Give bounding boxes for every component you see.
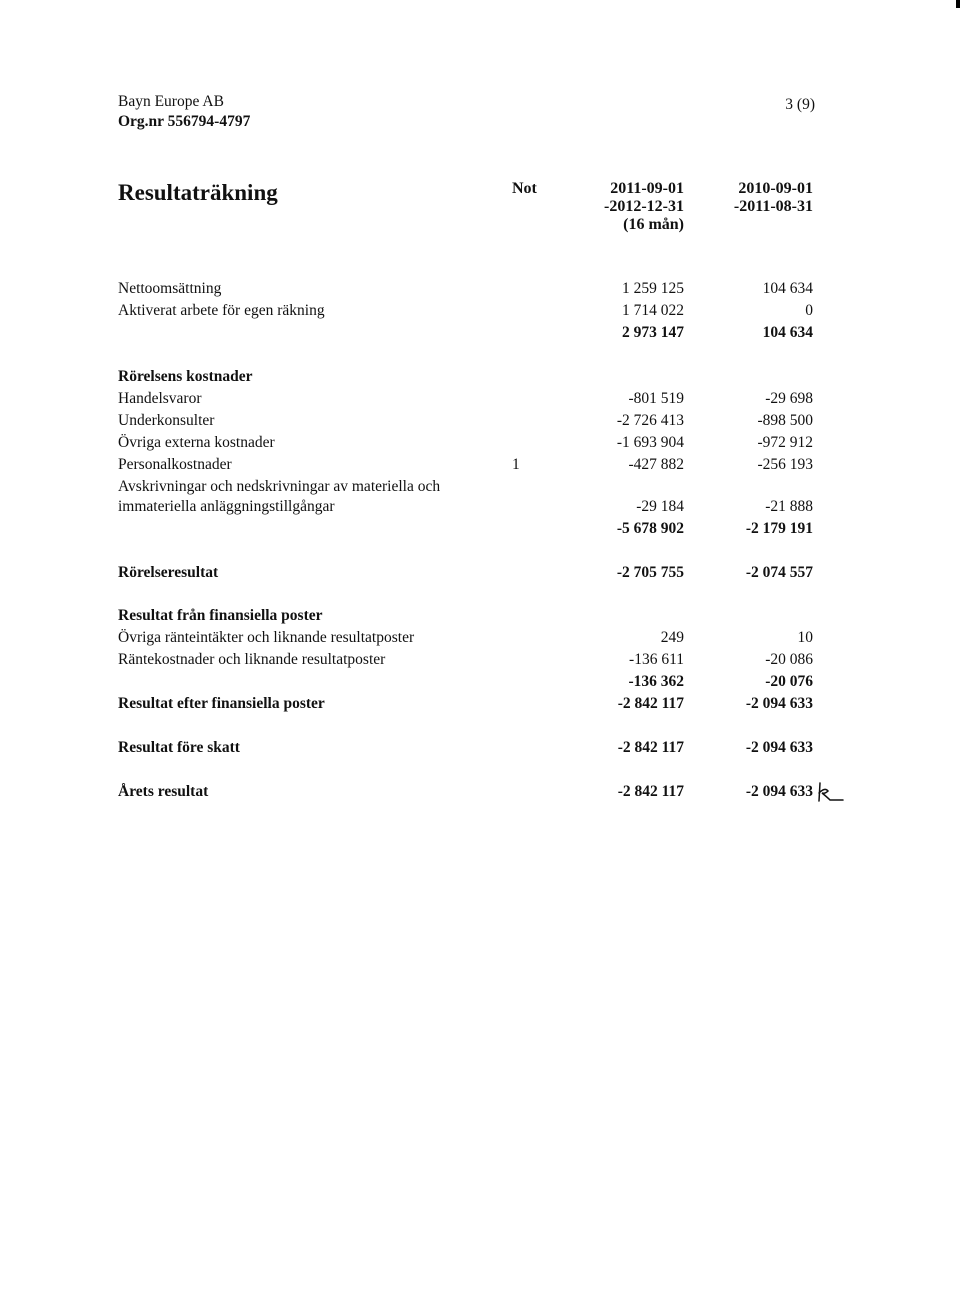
note-ref-personalkostnader: 1 bbox=[512, 456, 520, 473]
value-prev-aktiverat: 0 bbox=[805, 302, 813, 319]
value-prev-arets-resultat: -2 094 633 bbox=[745, 783, 813, 800]
handwritten-initials-mark bbox=[817, 781, 845, 803]
value-cur-underkonsulter: -2 726 413 bbox=[616, 412, 684, 429]
page-number: 3 (9) bbox=[785, 96, 815, 113]
row-label-avskrivningar-line1: Avskrivningar och nedskrivningar av materiella och bbox=[118, 478, 441, 495]
value-cur-rorelseresultat: -2 705 755 bbox=[616, 564, 684, 581]
subtotal-prev-finansiella: -20 076 bbox=[765, 673, 813, 690]
subtotal-cur-finansiella: -136 362 bbox=[628, 673, 684, 690]
value-prev-efter-finansiella: -2 094 633 bbox=[745, 695, 813, 712]
value-cur-ranteintakter: 249 bbox=[660, 629, 684, 646]
row-label-handelsvaror: Handelsvaror bbox=[118, 390, 202, 407]
subtotal-prev-kostnader: -2 179 191 bbox=[745, 520, 813, 537]
value-prev-underkonsulter: -898 500 bbox=[757, 412, 813, 429]
subtotal-prev-intakter: 104 634 bbox=[762, 324, 813, 341]
value-cur-aktiverat: 1 714 022 bbox=[622, 302, 684, 319]
value-cur-avskrivningar: -29 184 bbox=[636, 498, 684, 515]
value-cur-handelsvaror: -801 519 bbox=[628, 390, 684, 407]
section-heading-finansiella: Resultat från finansiella poster bbox=[118, 607, 323, 624]
page-title: Resultaträkning bbox=[118, 180, 278, 205]
value-cur-efter-finansiella: -2 842 117 bbox=[617, 695, 684, 712]
value-prev-ranteintakter: 10 bbox=[797, 629, 813, 646]
value-cur-personalkostnader: -427 882 bbox=[628, 456, 684, 473]
col-current-period: 2011-09-01 -2012-12-31 (16 mån) bbox=[604, 180, 684, 233]
row-label-avskrivningar-line2: immateriella anläggningstillgångar bbox=[118, 498, 335, 515]
value-cur-fore-skatt: -2 842 117 bbox=[617, 739, 684, 756]
value-cur-ovriga-externa: -1 693 904 bbox=[616, 434, 684, 451]
row-label-efter-finansiella: Resultat efter finansiella poster bbox=[118, 695, 325, 712]
row-label-arets-resultat: Årets resultat bbox=[118, 783, 209, 800]
scan-corner-mark bbox=[956, 0, 960, 8]
row-label-personalkostnader: Personalkostnader bbox=[118, 456, 232, 473]
value-cur-arets-resultat: -2 842 117 bbox=[617, 783, 684, 800]
row-label-ranteintakter: Övriga ränteintäkter och liknande resultatposter bbox=[118, 629, 415, 646]
row-label-nettoomsattning: Nettoomsättning bbox=[118, 280, 222, 297]
value-prev-handelsvaror: -29 698 bbox=[765, 390, 813, 407]
org-number: Org.nr 556794-4797 bbox=[118, 113, 251, 130]
row-label-rantekostnader: Räntekostnader och liknande resultatposter bbox=[118, 651, 386, 668]
value-prev-personalkostnader: -256 193 bbox=[757, 456, 813, 473]
row-label-rorelseresultat: Rörelseresultat bbox=[118, 564, 219, 581]
value-prev-ovriga-externa: -972 912 bbox=[757, 434, 813, 451]
subtotal-cur-kostnader: -5 678 902 bbox=[616, 520, 684, 537]
col-previous-period: 2010-09-01 -2011-08-31 bbox=[733, 180, 813, 215]
value-prev-fore-skatt: -2 094 633 bbox=[745, 739, 813, 756]
value-cur-nettoomsattning: 1 259 125 bbox=[622, 280, 684, 297]
col-not-header: Not bbox=[512, 180, 537, 197]
row-label-ovriga-externa: Övriga externa kostnader bbox=[118, 434, 275, 451]
value-prev-avskrivningar: -21 888 bbox=[765, 498, 813, 515]
value-prev-nettoomsattning: 104 634 bbox=[762, 280, 813, 297]
company-name: Bayn Europe AB bbox=[118, 93, 224, 110]
value-prev-rorelseresultat: -2 074 557 bbox=[745, 564, 813, 581]
value-cur-rantekostnader: -136 611 bbox=[629, 651, 684, 668]
section-heading-rorelsens-kostnader: Rörelsens kostnader bbox=[118, 368, 253, 385]
row-label-aktiverat: Aktiverat arbete för egen räkning bbox=[118, 302, 325, 319]
subtotal-cur-intakter: 2 973 147 bbox=[622, 324, 684, 341]
row-label-underkonsulter: Underkonsulter bbox=[118, 412, 215, 429]
value-prev-rantekostnader: -20 086 bbox=[765, 651, 813, 668]
row-label-fore-skatt: Resultat före skatt bbox=[118, 739, 240, 756]
